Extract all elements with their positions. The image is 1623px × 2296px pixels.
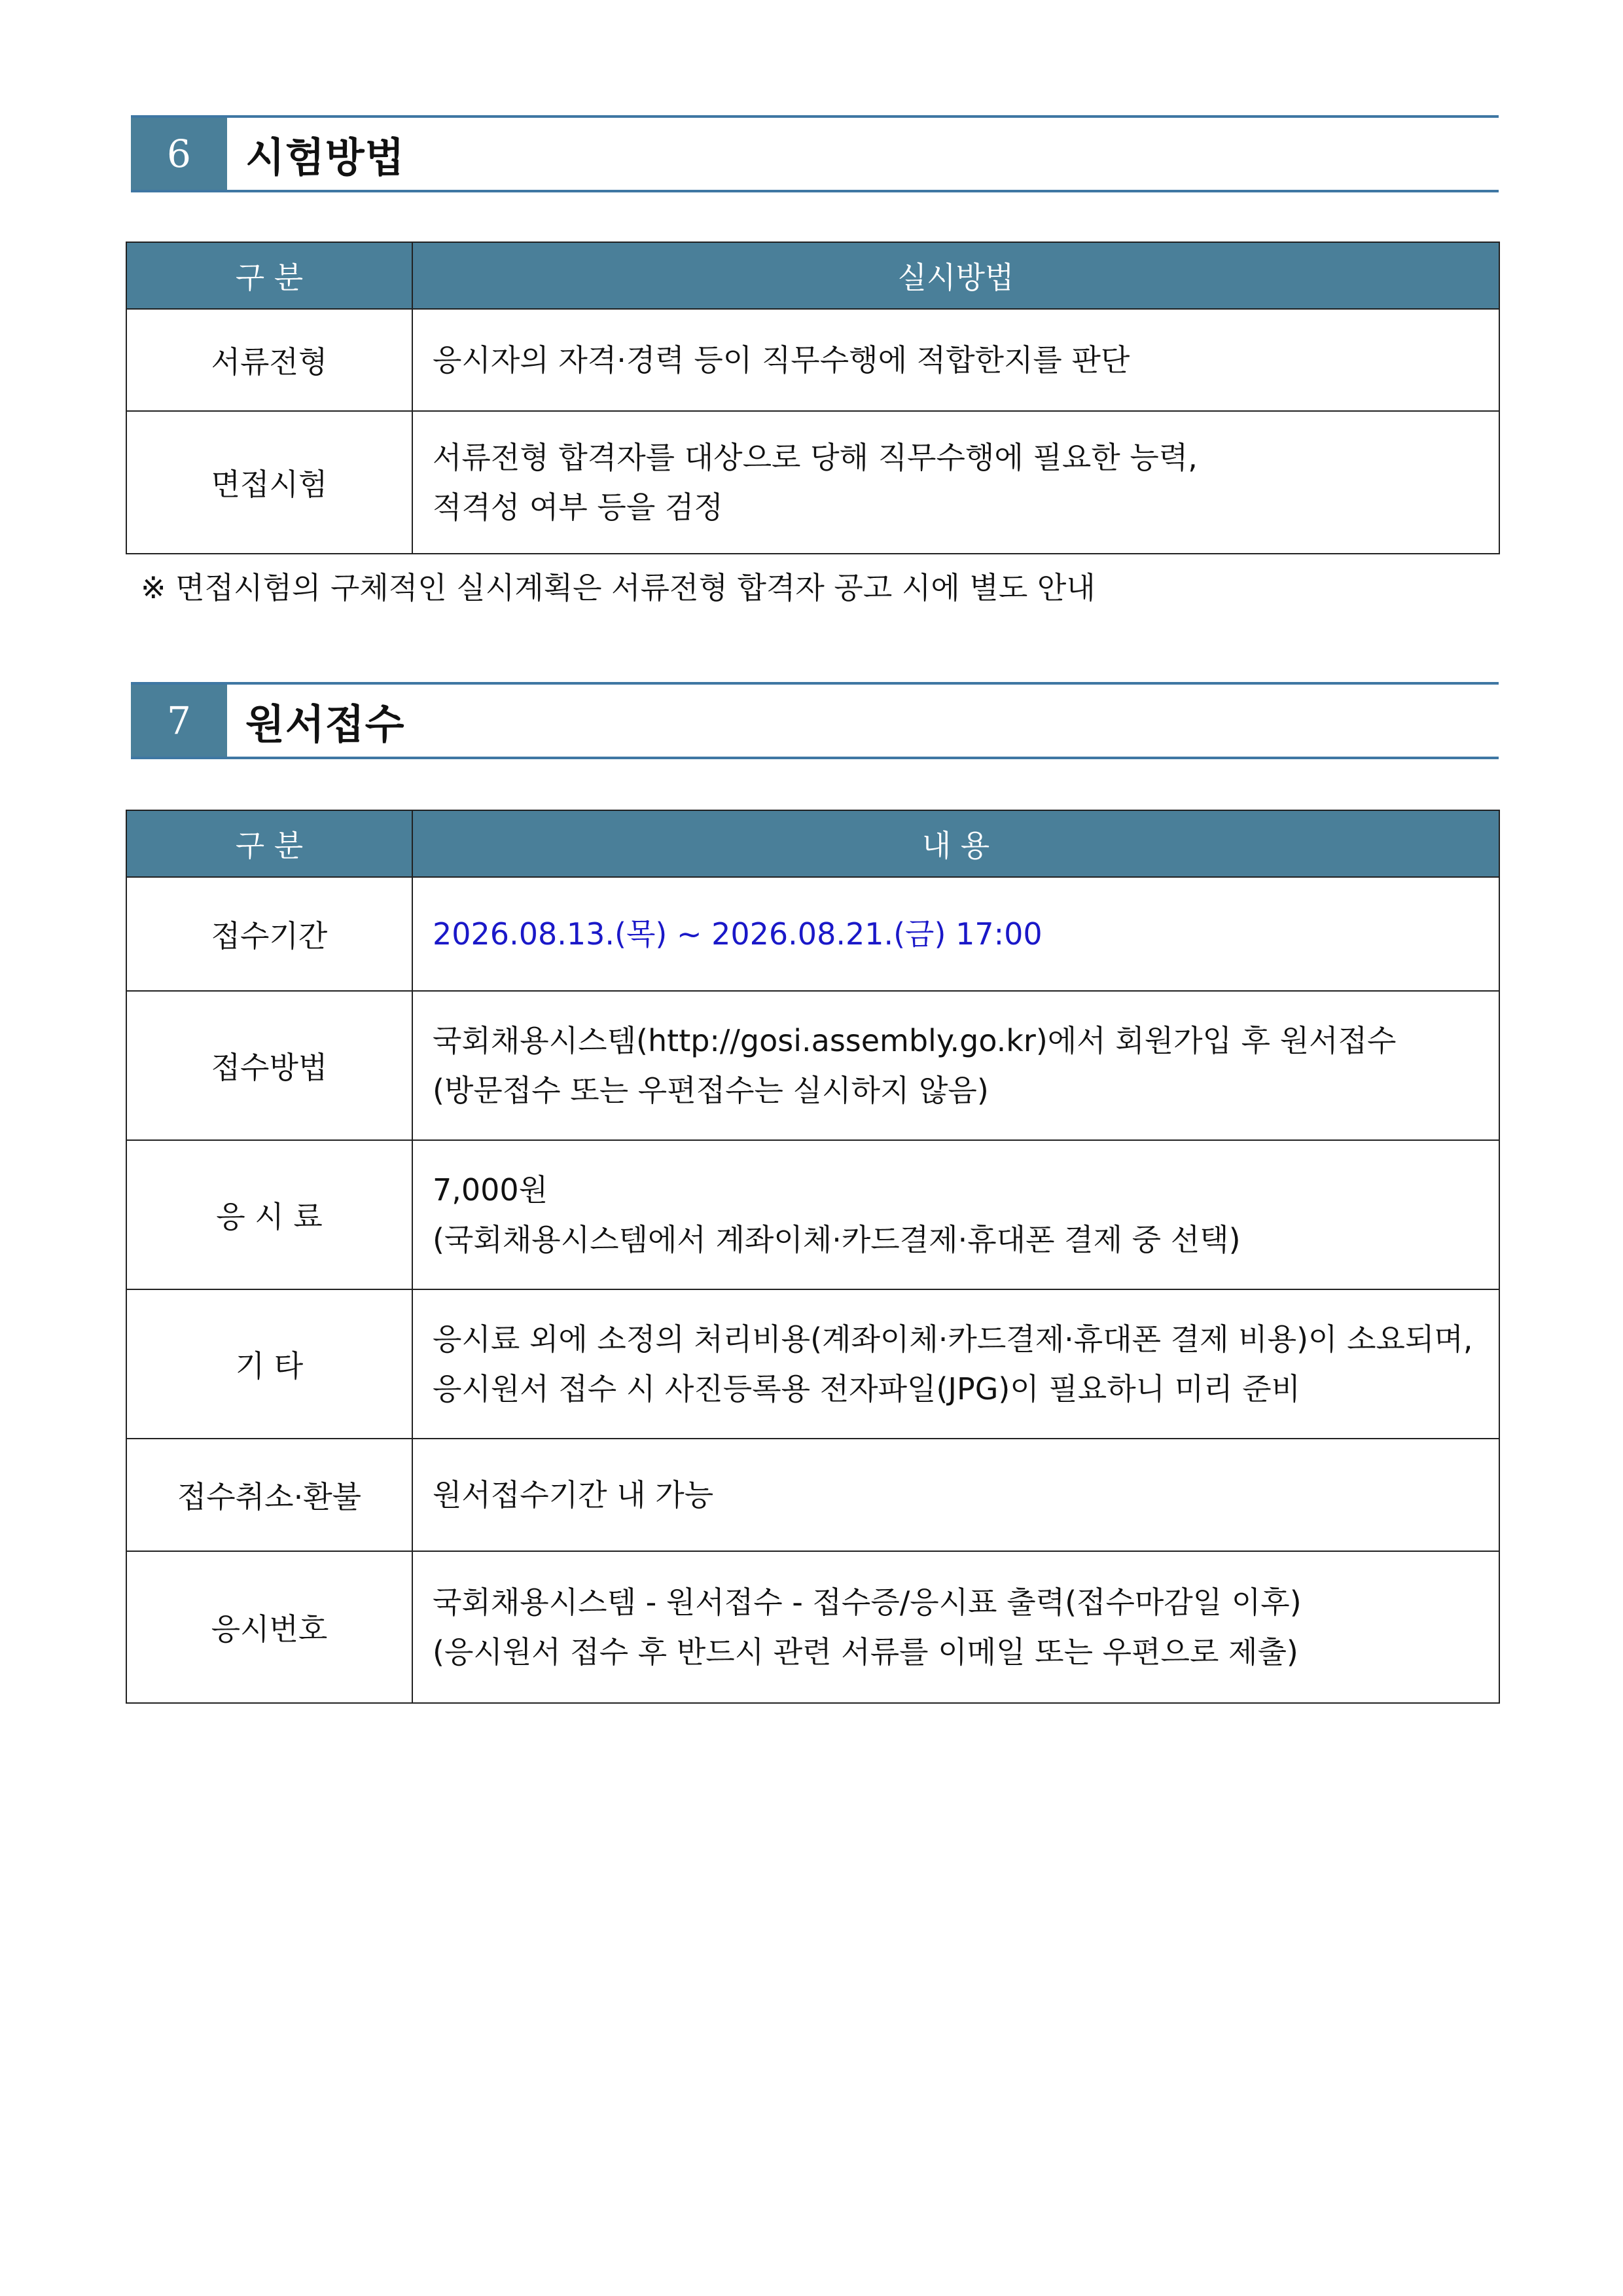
table-row [126,991,1499,1140]
row-label: 서류전형 [126,309,412,411]
table-row [126,1439,1499,1551]
content-line: (방문접수 또는 우편접수는 실시하지 않음) [433,1073,989,1108]
column-header-category: 구 분 [126,242,412,309]
table-row [126,1551,1499,1703]
table-row [126,309,1499,411]
content-line: 적격성 여부 등을 검정 [433,490,723,525]
section-6-header [131,115,1499,192]
row-label: 접수방법 [126,991,412,1140]
content-line: 원서접수기간 내 가능 [433,1477,714,1513]
header-bottom-rule [131,757,1499,759]
row-content [412,991,1499,1140]
content-line: 응시원서 접수 시 사진등록용 전자파일(JPG)이 필요하니 미리 준비 [433,1371,1301,1407]
row-label: 접수취소·환불 [126,1439,412,1551]
row-label: 응시번호 [126,1551,412,1703]
content-line: 국회채용시스템(http://gosi.assembly.go.kr)에서 회원가입 후 원서접수 [433,1023,1397,1058]
row-content [412,1289,1499,1439]
column-header-method: 실시방법 [412,242,1499,309]
content-line: 7,000원 [433,1172,548,1208]
interview-note: ※ 면접시험의 구체적인 실시계획은 서류전형 합격자 공고 시에 별도 안내 [141,570,1096,605]
section-title: 원서접수 [245,700,405,748]
header-bottom-rule [131,190,1499,192]
row-label: 접수기간 [126,877,412,991]
content-line: (응시원서 접수 후 반드시 관련 서류를 이메일 또는 우편으로 제출) [433,1634,1298,1670]
section-number: 6 [131,118,227,190]
table-row [126,877,1499,991]
table-row [126,411,1499,554]
row-content [412,1140,1499,1289]
row-label: 기 타 [126,1289,412,1439]
content-line: 서류전형 합격자를 대상으로 당해 직무수행에 필요한 능력, [433,440,1198,475]
table-header-row [126,242,1499,309]
row-content [412,877,1499,991]
table-row [126,1140,1499,1289]
content-line: 응시료 외에 소정의 처리비용(계좌이체·카드결제·휴대폰 결제 비용)이 소요되며, [433,1321,1473,1357]
exam-method-table [126,242,1500,554]
row-content [412,1439,1499,1551]
row-content [412,309,1499,411]
section-title: 시험방법 [245,133,405,181]
application-table [126,810,1500,1704]
content-line: 국회채용시스템 - 원서접수 - 접수증/응시표 출력(접수마감일 이후) [433,1585,1302,1620]
column-header-content: 내 용 [412,810,1499,877]
row-content [412,1551,1499,1703]
content-line: 응시자의 자격·경력 등이 직무수행에 적합한지를 판단 [433,342,1130,378]
row-label: 면접시험 [126,411,412,554]
row-content [412,411,1499,554]
row-label: 응 시 료 [126,1140,412,1289]
section-7-header [131,682,1499,759]
section-number: 7 [131,685,227,757]
table-row [126,1289,1499,1439]
application-period-text: 2026.08.13.(목) ~ 2026.08.21.(금) 17:00 [433,916,1043,952]
content-line: (국회채용시스템에서 계좌이체·카드결제·휴대폰 결제 중 선택) [433,1222,1241,1257]
table-header-row [126,810,1499,877]
column-header-category: 구 분 [126,810,412,877]
